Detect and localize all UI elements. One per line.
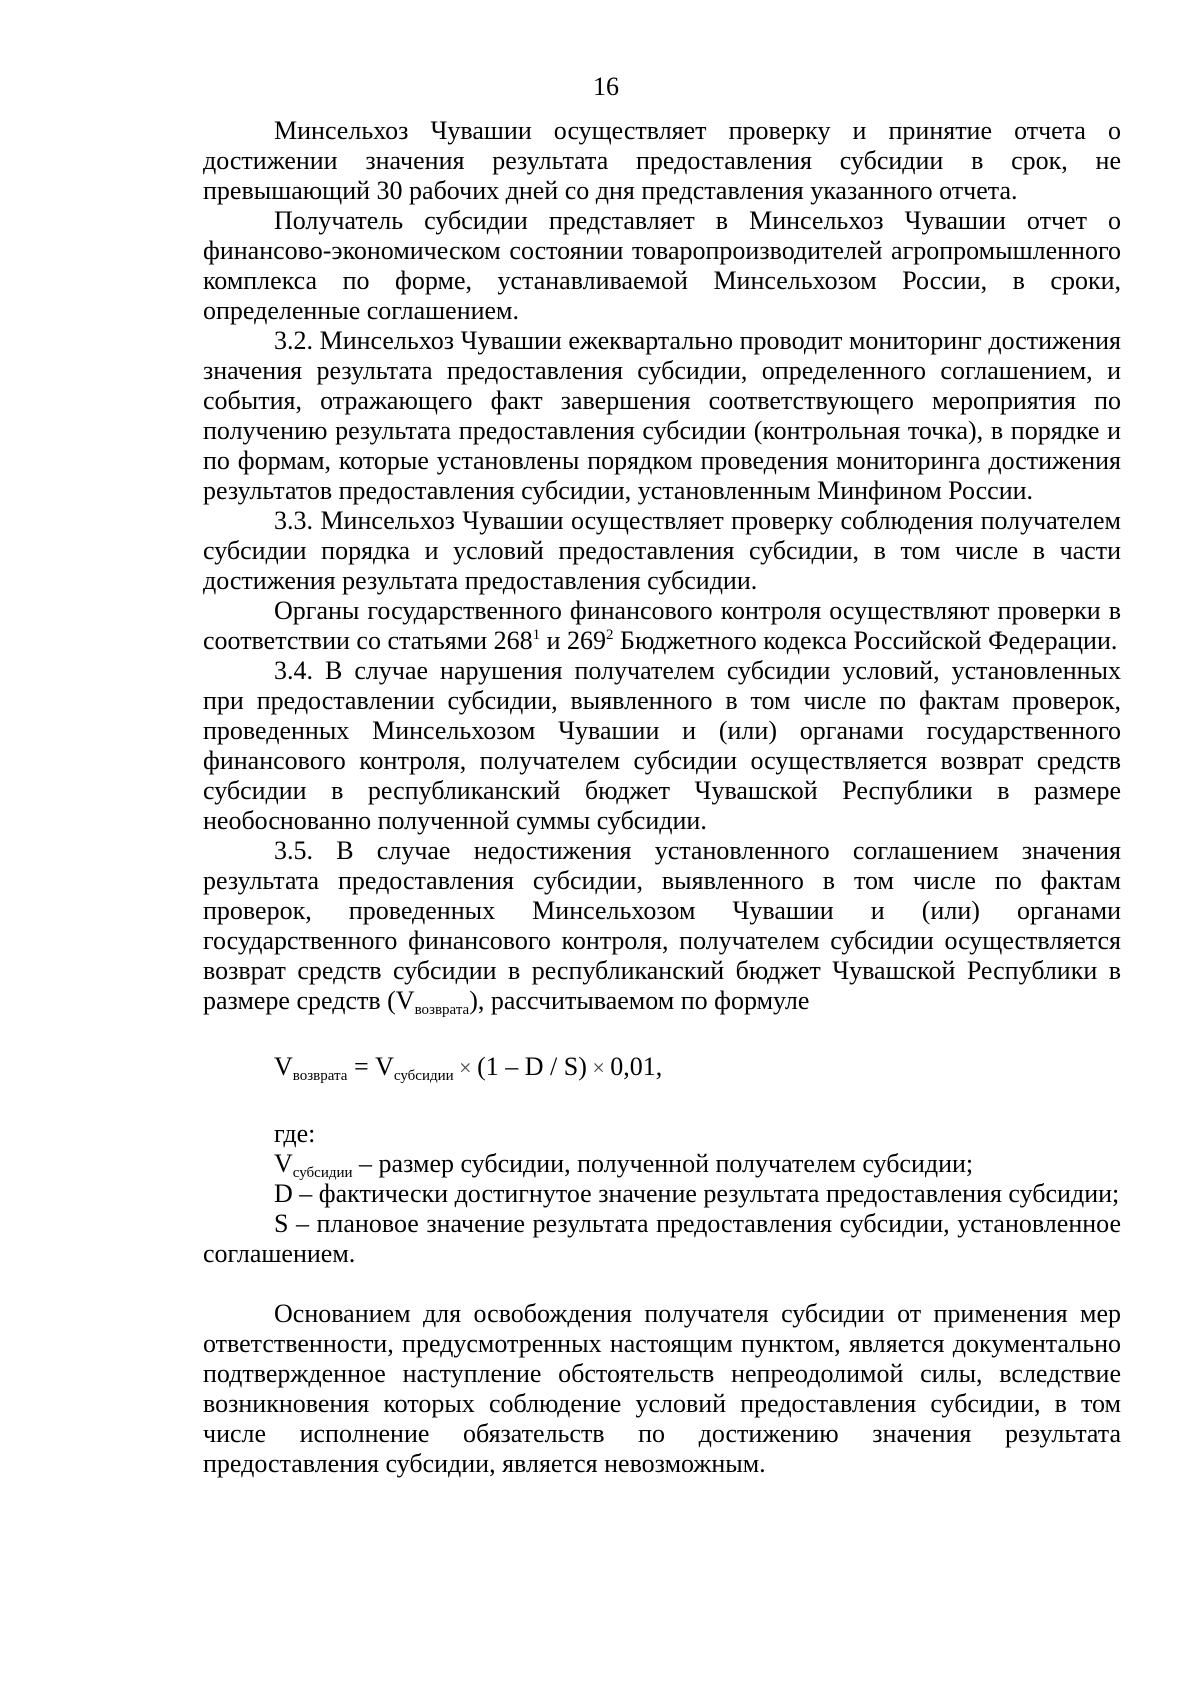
paragraph-report-check: Минсельхоз Чувашии осуществляет проверку и принятие отчета о достижении значения результата предоставления субсидии в срок, не превышающий 30 рабочих дней со дня представления указанного отчета. [203,116,1121,205]
refund-formula: $V_{возврата} = V_{субсидии} \times (1 - D / S) \times 0,01$, [274,1052,663,1084]
definition-v-subsidy: $V_{субсидии}$ – размер субсидии, полученной получателем субсидии; [274,1149,974,1181]
paragraph-force-majeure: Основанием для освобождения получателя субсидии от применения мер ответственности, предусмотренных настоящим пунктом, является документально подтвержденное наступление обстоятельств непреодолимой силы, вследствие возникновения которых соблюдение условий предоставления субсидии, в том числе исполнение обязательств по достижению значения результата предоставления субсидии, является невозможным. [203,1299,1121,1478]
definition-d: D – фактически достигнутое значение результата предоставления субсидии; [274,1179,1120,1208]
paragraph-3-5-non-achievement: 3.5. В случае недостижения установленного соглашением значения результата предоставления субсидии, выявленного в том числе по фактам проверок, проведенных Минсельхозом Чувашии и (или) органами государственного финансового контроля, получателем субсидии осуществляется возврат средств субсидии в республиканский бюджет Чувашской Республики в размере средств $(V_{возврата})$, рассчитываемом по формуле [203,836,1121,1018]
paragraph-3-2-monitoring: 3.2. Минсельхоз Чувашии ежеквартально проводит мониторинг достижения значения результата предоставления субсидии, определенного соглашением, и события, отражающего факт завершения соответствующего мероприятия по получению результата предоставления субсидии (контрольная точка), в порядке и по формам, которые установлены порядком проведения мониторинга достижения результатов предоставления субсидии, установленным Минфином России. [203,326,1121,505]
document-body [203,116,1121,1479]
paragraph-financial-report: Получатель субсидии представляет в Минсельхоз Чувашии отчет о финансово-экономическом состоянии товаропроизводителей агропромышленного комплекса по форме, устанавливаемой Минсельхозом России, в сроки, определенные соглашением. [203,206,1121,325]
paragraph-3-3-compliance-check: 3.3. Минсельхоз Чувашии осуществляет проверку соблюдения получателем субсидии порядка и условий предоставления субсидии, в том числе в части достижения результата предоставления субсидии. [203,506,1121,595]
page-number: 16 [593,72,619,101]
definition-s: S – плановое значение результата предоставления субсидии, установленное соглашением. [203,1209,1121,1268]
where-label: где: [274,1119,316,1148]
paragraph-state-control: Органы государственного финансового контроля осуществляют проверки в соответствии со статьями $268^1$ и $269^2$ Бюджетного кодекса Российской Федерации. [203,596,1121,655]
paragraph-3-4-violation-refund: 3.4. В случае нарушения получателем субсидии условий, установленных при предоставлении субсидии, выявленного в том числе по фактам проверок, проведенных Минсельхозом Чувашии и (или) органами государственного финансового контроля, получателем субсидии осуществляется возврат средств субсидии в республиканский бюджет Чувашской Республики в размере необоснованно полученной суммы субсидии. [203,656,1121,835]
